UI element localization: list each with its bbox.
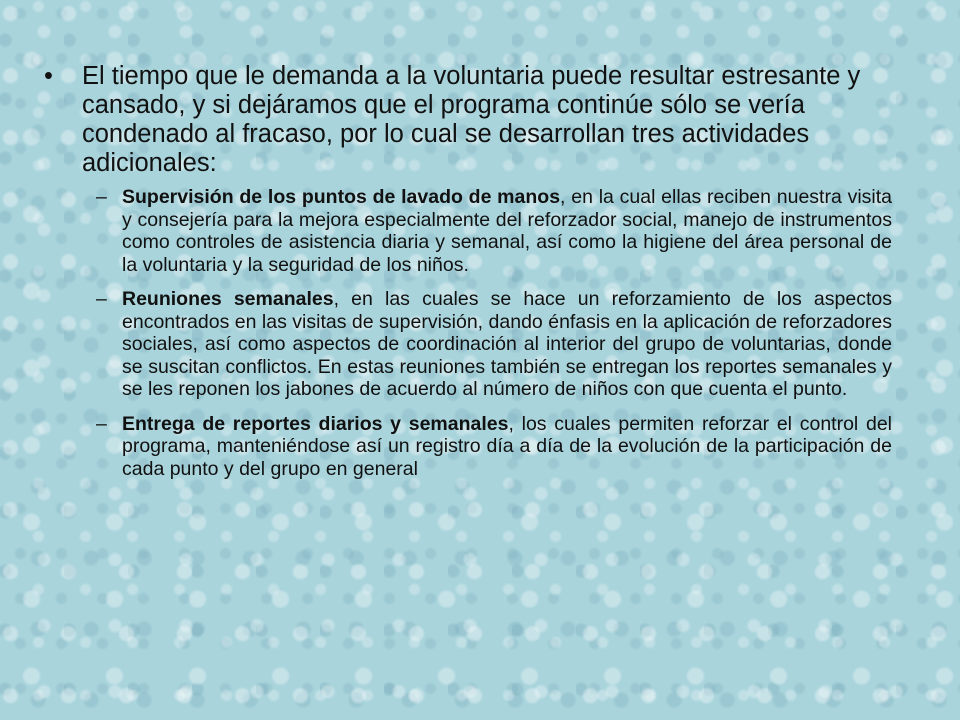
sub-bullet-text: , en las cuales se hace un reforzamiento de los aspectos encontrados en las visitas de supervisión, dando énfasis en la aplicación de reforzadores sociales, así como aspectos de coordinación al interior del grupo de voluntarias, donde se suscitan conflictos. En estas reuniones también se entregan los reportes semanales y se les reponen los jabones de acuerdo al número de niños con que cuenta el punto.	[122, 288, 892, 400]
dash-marker: –	[96, 288, 107, 310]
sub-bullet-heading: Supervisión de los puntos de lavado de manos	[122, 186, 561, 208]
dash-marker: –	[96, 412, 107, 435]
sub-bullet-heading: Reuniones semanales	[122, 288, 334, 310]
sub-bullet-text: , en la cual ellas reciben nuestra visita y consejería para la mejora especialmente del reforzador social, manejo de instrumentos como controles de asistencia diaria y semanal, así como la higiene del área personal de la voluntaria y la seguridad de los niños.	[122, 186, 893, 276]
bullet-marker: •	[44, 62, 53, 90]
sub-bullet-reuniones	[96, 288, 892, 401]
sub-bullet-body	[122, 186, 892, 276]
sub-bullet-entrega	[96, 413, 892, 481]
sub-bullet-supervision	[96, 186, 892, 276]
dash-marker: –	[96, 186, 107, 208]
sub-bullet-list	[96, 186, 892, 492]
sub-bullet-text: , los cuales permiten reforzar el control del programa, manteniéndose así un registro día a día de la evolución de la participación de cada punto y del grupo en general	[122, 412, 893, 480]
main-bullet	[44, 62, 884, 178]
sub-bullet-body	[122, 413, 892, 481]
sub-bullet-body	[122, 288, 892, 401]
main-bullet-text: El tiempo que le demanda a la voluntaria puede resultar estresante y cansado, y si dejáramos que el programa continúe sólo se vería condenado al fracaso, por lo cual se desarrollan tres actividades adicionales:	[82, 62, 861, 177]
sub-bullet-heading: Entrega de reportes diarios y semanales	[122, 412, 509, 435]
